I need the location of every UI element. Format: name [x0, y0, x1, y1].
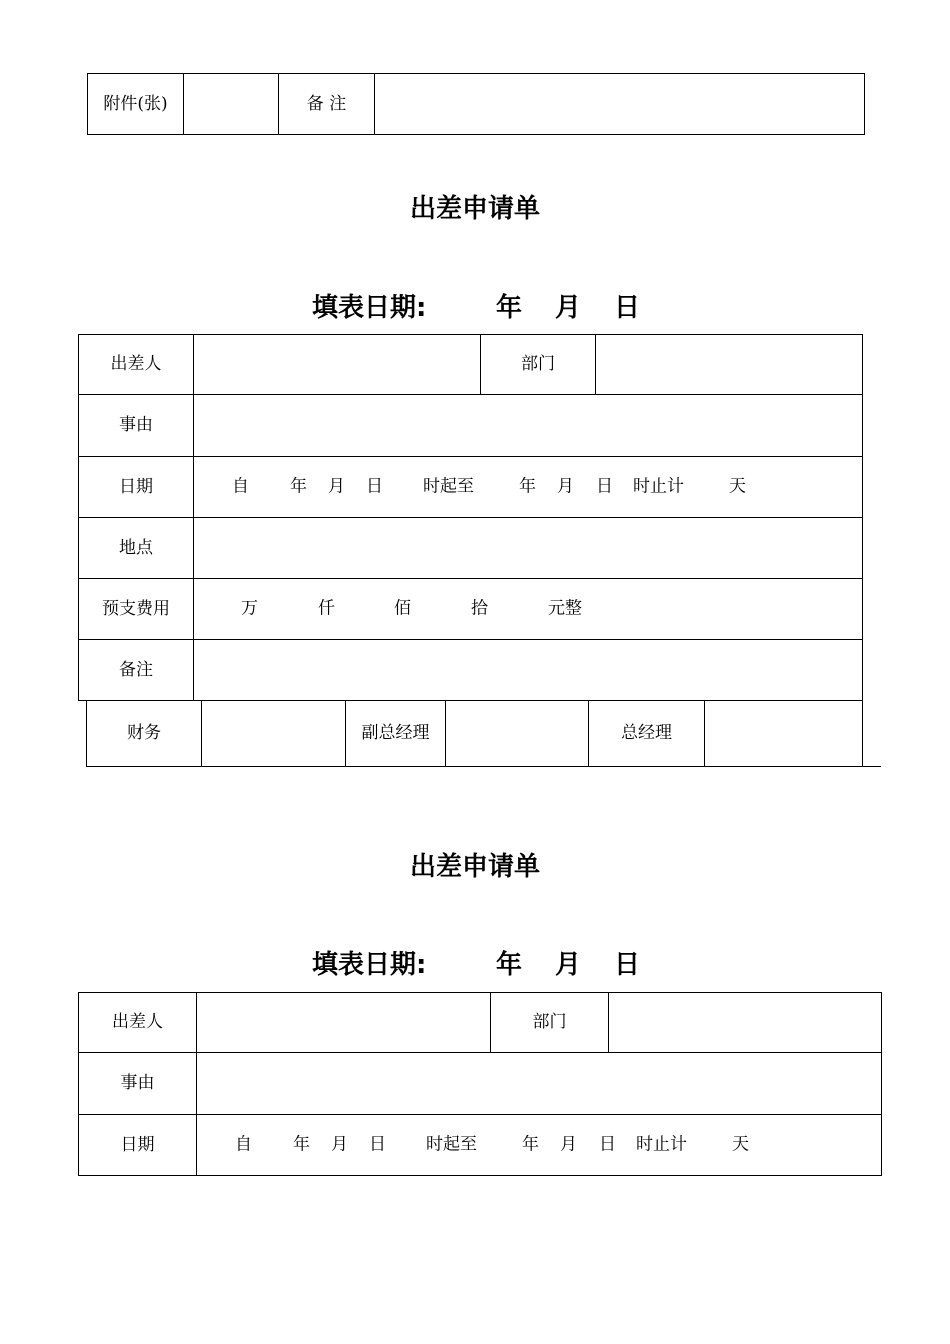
date-days: 天: [729, 476, 746, 497]
unit-bai: 佰: [394, 598, 411, 619]
remarks-field[interactable]: [375, 74, 865, 135]
deputy-gm-label: 副总经理: [346, 701, 446, 766]
gm-signature-field[interactable]: [705, 701, 863, 766]
date-day-1: 日: [366, 476, 383, 497]
date-day-1: 日: [369, 1134, 386, 1155]
fill-date-year: 年: [496, 950, 523, 980]
trip-dates-field[interactable]: [197, 1115, 882, 1176]
form1-title: 出差申请单: [409, 194, 540, 224]
date-year-2: 年: [522, 1134, 539, 1155]
date-month-1: 月: [328, 476, 345, 497]
traveler-field[interactable]: [197, 993, 491, 1053]
department-label: 部门: [491, 993, 609, 1053]
deputy-gm-signature-field[interactable]: [446, 701, 589, 766]
reason-field[interactable]: [197, 1053, 882, 1115]
department-field[interactable]: [609, 993, 882, 1053]
finance-signature-field[interactable]: [202, 701, 346, 766]
reason-label: 事由: [79, 1053, 197, 1115]
attachment-table: [87, 73, 865, 135]
date-row-label: 日期: [79, 1115, 197, 1176]
advance-label: 预支费用: [79, 579, 194, 640]
date-start: 时起至: [426, 1134, 477, 1155]
approval-table-tail-line: [862, 766, 881, 767]
form-remarks-field[interactable]: [194, 640, 863, 701]
fill-date-label: 填表日期:: [312, 950, 427, 980]
form2-title: 出差申请单: [409, 852, 540, 882]
fill-date-day: 日: [614, 950, 641, 980]
department-label: 部门: [481, 335, 596, 395]
attachment-label: 附件(张): [88, 74, 184, 135]
approval-table: [86, 701, 863, 767]
date-year-1: 年: [290, 476, 307, 497]
form-remarks-label: 备注: [79, 640, 194, 701]
reason-label: 事由: [79, 395, 194, 457]
date-month-2: 月: [557, 476, 574, 497]
reason-field[interactable]: [194, 395, 863, 457]
finance-label: 财务: [87, 701, 202, 766]
date-end: 时止计: [633, 476, 684, 497]
advance-amount-field[interactable]: [194, 579, 863, 640]
form1-table: [78, 334, 863, 701]
date-year-2: 年: [519, 476, 536, 497]
date-start: 时起至: [423, 476, 474, 497]
location-field[interactable]: [194, 518, 863, 579]
remarks-label: 备 注: [279, 74, 375, 135]
department-field[interactable]: [596, 335, 863, 395]
fill-date-year: 年: [496, 293, 523, 323]
unit-qian: 仟: [318, 598, 335, 619]
unit-yuan: 元整: [548, 598, 582, 619]
trip-dates-field[interactable]: [194, 457, 863, 518]
fill-date-month: 月: [555, 950, 582, 980]
date-day-2: 日: [599, 1134, 616, 1155]
traveler-field[interactable]: [194, 335, 481, 395]
date-month-1: 月: [331, 1134, 348, 1155]
fill-date-label: 填表日期:: [312, 293, 427, 323]
date-end: 时止计: [636, 1134, 687, 1155]
fill-date-month: 月: [555, 293, 582, 323]
fill-date-day: 日: [614, 293, 641, 323]
attachment-count-field[interactable]: [184, 74, 279, 135]
date-day-2: 日: [596, 476, 613, 497]
date-year-1: 年: [293, 1134, 310, 1155]
unit-shi: 拾: [471, 598, 488, 619]
location-label: 地点: [79, 518, 194, 579]
gm-label: 总经理: [589, 701, 705, 766]
unit-wan: 万: [241, 598, 258, 619]
date-month-2: 月: [560, 1134, 577, 1155]
date-from: 自: [232, 476, 249, 497]
date-days: 天: [732, 1134, 749, 1155]
date-row-label: 日期: [79, 457, 194, 518]
traveler-label: 出差人: [79, 335, 194, 395]
date-from: 自: [235, 1134, 252, 1155]
form2-table: [78, 992, 882, 1176]
traveler-label: 出差人: [79, 993, 197, 1053]
